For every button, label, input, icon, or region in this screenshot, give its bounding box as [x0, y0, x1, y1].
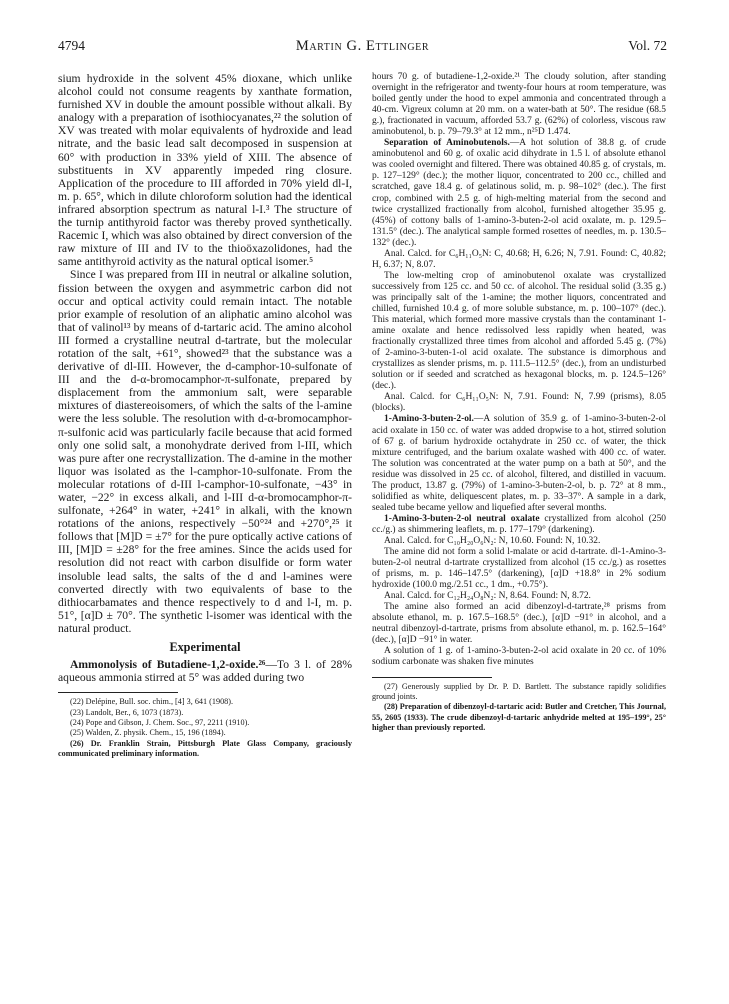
right-paragraph-11: The amine also formed an acid dibenzoyl-d-tartrate,²⁸ prisms from absolute ethanol, m. p. 167.5–168.5° (dec.), [α]D −91° in alcohol, and a neutral dibenzoyl-d-tartrate, prisms from absolute ethanol, m. p. 162.5–164° (dec.), [α]D −91° in water. — [372, 602, 666, 646]
footnote-divider-right — [372, 677, 492, 678]
analysis-4: Anal. Calcd. for C₁₂H₂₄O₈N₂: N, 8.64. Found: N, 8.72. — [384, 591, 591, 602]
footnote-25: (25) Walden, Z. physik. Chem., 15, 196 (1894). — [70, 728, 226, 738]
right-column — [372, 72, 666, 734]
right-paragraph-12: A solution of 1 g. of 1-amino-3-buten-2-ol acid oxalate in 20 cc. of 10% sodium carbonate was shaken five minutes — [372, 646, 666, 668]
page-header — [58, 38, 667, 56]
separation-subheading: Separation of Aminobutenols. — [384, 138, 510, 149]
left-paragraph-1: sium hydroxide in the solvent 45% dioxane, which unlike alcohol could not consume reagents by xanthate formation, furnished XV in double the amount possible without alkali. By analogy with a preparation of isothiocyanates,²² the solution of XV was treated with molar equivalents of hydroxide and lead nitrate, and the basic lead salt decomposed in suspension at 60° with production in 33% yield of XIII. The absence of substituents in XV apparently impeded ring closure. Application of the procedure to III afforded in 70% yield dl-I, m. p. 65°, which in dilute chloroform solution had the identical infrared absorption spectrum as natural l-I.³ The structure of the turnip antithyroid factor was thereby proved synthetically. Racemic I, which was also obtained by direct conversion of the raw mixture of III and IV to the thioöxazolidones, had the same antithyroid activity as the natural optical isomer.⁵ — [58, 72, 352, 269]
ammonolysis-subheading: Ammonolysis of Butadiene-1,2-oxide.²⁶ — [70, 658, 266, 672]
right-paragraph-6: 1-Amino-3-buten-2-ol.—A solution of 35.9 g. of 1-amino-3-buten-2-ol acid oxalate in 150 cc. of water was added dropwise to a hot, stirred solution of 67 g. of barium hydroxide octahydrate in 250 cc. of water, the thick mixture centrifuged, and the barium oxalate washed with 400 cc. of water. The solution was concentrated at the water pump on a bath at 50°, and the residue was dissolved in 25 cc. of alcohol, filtered, and distilled in vacuum. The product, 13.87 g. (79%) of 1-amino-3-buten-2-ol, b. p. 72° at 8 mm., solidified as white, deliquescent plates, m. p. 33–37°. A sample in a dark, sealed tube became yellow and liquefied after several months. — [372, 414, 666, 513]
right-paragraph-4: The low-melting crop of aminobutenol oxalate was crystallized successively from 125 cc. and 50 cc. of alcohol. The residual solid (3.35 g.) was principally salt of the 1-amine; the mother liquors, concentrated and chilled, furnished 10.4 g. of more soluble substance, m. p. 100–107° (dec.). This material, which formed more massive crystals than the contaminant 1-amine oxalate and hence redissolved less rapidly when heated, was fractionally crystallized three times from alcohol and afforded 5.45 g. (7%) of 2-amino-3-buten-1-ol acid oxalate. The substance is dimorphous and crystallizes as slender prisms, m. p. 111.5–112.5° (dec.), from an undisturbed solution or if seeded and scratched as hexagonal blocks, m. p. 124.5–126° (dec.). — [372, 270, 666, 392]
footnote-27: (27) Generously supplied by Dr. P. D. Bartlett. The substance rapidly solidifies ground joints. — [372, 681, 666, 701]
aminobutenol-subheading: 1-Amino-3-buten-2-ol. — [384, 414, 474, 425]
right-paragraph-2: Separation of Aminobutenols.—A hot solution of 38.8 g. of crude aminobutenol and 60 g. of oxalic acid dihydrate in 1.5 l. of absolute ethanol was cooled overnight and filtered. There was obtained 40.85 g. of crystals, m. p. 127–129° (dec.); the mother liquor, concentrated to 200 cc., chilled and scratched, gave 18.4 g. of gelatinous solid, m. p. 98–102° (dec.). The first crop, combined with 2.5 g. of high-melting material from the second and twice crystallized fractionally from alcohol, furnished altogether 35.95 g. (45%) of cottony balls of 1-amino-3-buten-2-ol acid oxalate, m. p. 129.5–131.5° (dec.). The analytical sample formed rosettes of needles, m. p. 130.5–132° (dec.). — [372, 138, 666, 248]
analysis-3: Anal. Calcd. for C₁₀H₂₀O₆N₂: N, 10.60. Found: N, 10.32. — [384, 535, 601, 546]
neutral-oxalate-subheading: 1-Amino-3-buten-2-ol neutral oxalate — [384, 513, 540, 524]
volume-label: Vol. 72 — [628, 38, 667, 53]
left-paragraph-3: Ammonolysis of Butadiene-1,2-oxide.²⁶—To 3 l. of 28% aqueous ammonia stirred at 5° was added during two — [58, 658, 352, 685]
running-author: Martin G. Ettlinger — [295, 38, 430, 54]
left-column — [58, 72, 352, 760]
experimental-heading: Experimental — [169, 640, 241, 655]
footnote-22: (22) Delépine, Bull. soc. chim., [4] 3, 641 (1908). — [70, 697, 234, 707]
footnote-23: (23) Landolt, Ber., 6, 1073 (1873). — [70, 707, 184, 717]
footnote-26: (26) Dr. Franklin Strain, Pittsburgh Plate Glass Company, graciously communicated preliminary information. — [58, 738, 352, 759]
footnote-28: (28) Preparation of dibenzoyl-d-tartaric acid: Butler and Cretcher, This Journal, 55, 2605 (1933). The crude dibenzoyl-d-tartaric anhydride melted at 195–199°, 25° higher than previously reported. — [372, 702, 666, 733]
footnote-divider — [58, 692, 178, 693]
right-paragraph-1: hours 70 g. of butadiene-1,2-oxide.²¹ The cloudy solution, after standing overnight in the refrigerator and twenty-four hours at room temperature, was boiled gently under the hood to expel ammonia and concentrated through a 40-cm. Vigreux column at 20 mm. on a water-bath at 50°. The residue (68.5 g.), fractionated in vacuum, afforded 53.7 g. (62%) of colorless, viscous raw aminobutenol, b. p. 79–79.3° at 12 mm., n²⁵D 1.474. — [372, 72, 666, 138]
footnote-24: (24) Pope and Gibson, J. Chem. Soc., 97, 2211 (1910). — [70, 718, 250, 728]
right-paragraph-9: The amine did not form a solid l-malate or acid d-tartrate. dl-1-Amino-3-buten-2-ol neutral d-tartrate crystallized from alcohol (15 cc./g.) as rosettes of prisms, m. p. 146–147.5° (darkening), [α]D +18.8° in 2% sodium hydroxide (100.0 mg./2.51 cc., 1 dm., +0.75°). — [372, 547, 666, 591]
right-paragraph-7: 1-Amino-3-buten-2-ol neutral oxalate crystallized from alcohol (250 cc./g.) as shimmering leaflets, m. p. 177–179° (darkening). — [372, 513, 667, 535]
page-number: 4794 — [58, 38, 85, 53]
left-paragraph-2: Since I was prepared from III in neutral or alkaline solution, fission between the oxygen and asymmetric carbon did not occur and optical activity could remain intact. The notable prior example of resolution of an aliphatic amino alcohol was that of valinol¹³ by means of d-tartaric acid. The amino alcohol III formed a crystalline neutral d-tartrate, but the molecular rotation of the salt, +61°, showed²³ that the substance was a derivative of dl-III. However, the d-camphor-10-sulfonate of III and the d-α-bromocamphor-π-sulfonate, prepared by displacement from the ammonium salt, were separable mixtures of diastereoisomers, of which the salts of the l-amine were the less soluble. The resolution with d-α-bromocamphor-π-sulfonic acid was particularly facile because that acid formed only one solid salt, a monohydrate derived from l-III, which was pure after one recrystallization. The d-amine in the mother liquor was isolated as the l-camphor-10-sulfonate. From the molecular rotations of d-III l-camphor-10-sulfonate, −43° in water, −22° in excess alkali, and l-III d-α-bromocamphor-π-sulfonate, +264° in water, +241° in alkali, with the known rotations of the anions, respectively −50°²⁴ and +270°,²⁵ it follows that [M]D = ±7° for the pure optically active cations of III, [M]D = ±28° for the free amines. Since the acids used for resolution did not react with carbon disulfide or form water insoluble lead salts, the salts of the d and l-amines were converted directly with two equivalents of base to the dithiocarbamates and thence respectively to d and l-I, m. p. 51°, [α]D ± 70°. The synthetic l-isomer was identical with the natural product. — [58, 268, 352, 635]
analysis-2: Anal. Calcd. for C₆H₁₁O₅N: N, 7.91. Found: N, 7.99 (prisms), 8.05 (blocks). — [372, 392, 666, 414]
analysis-1: Anal. Calcd. for C₆H₁₁O₅N: C, 40.68; H, 6.26; N, 7.91. Found: C, 40.82; H, 6.37; N, 8.07. — [372, 248, 666, 270]
